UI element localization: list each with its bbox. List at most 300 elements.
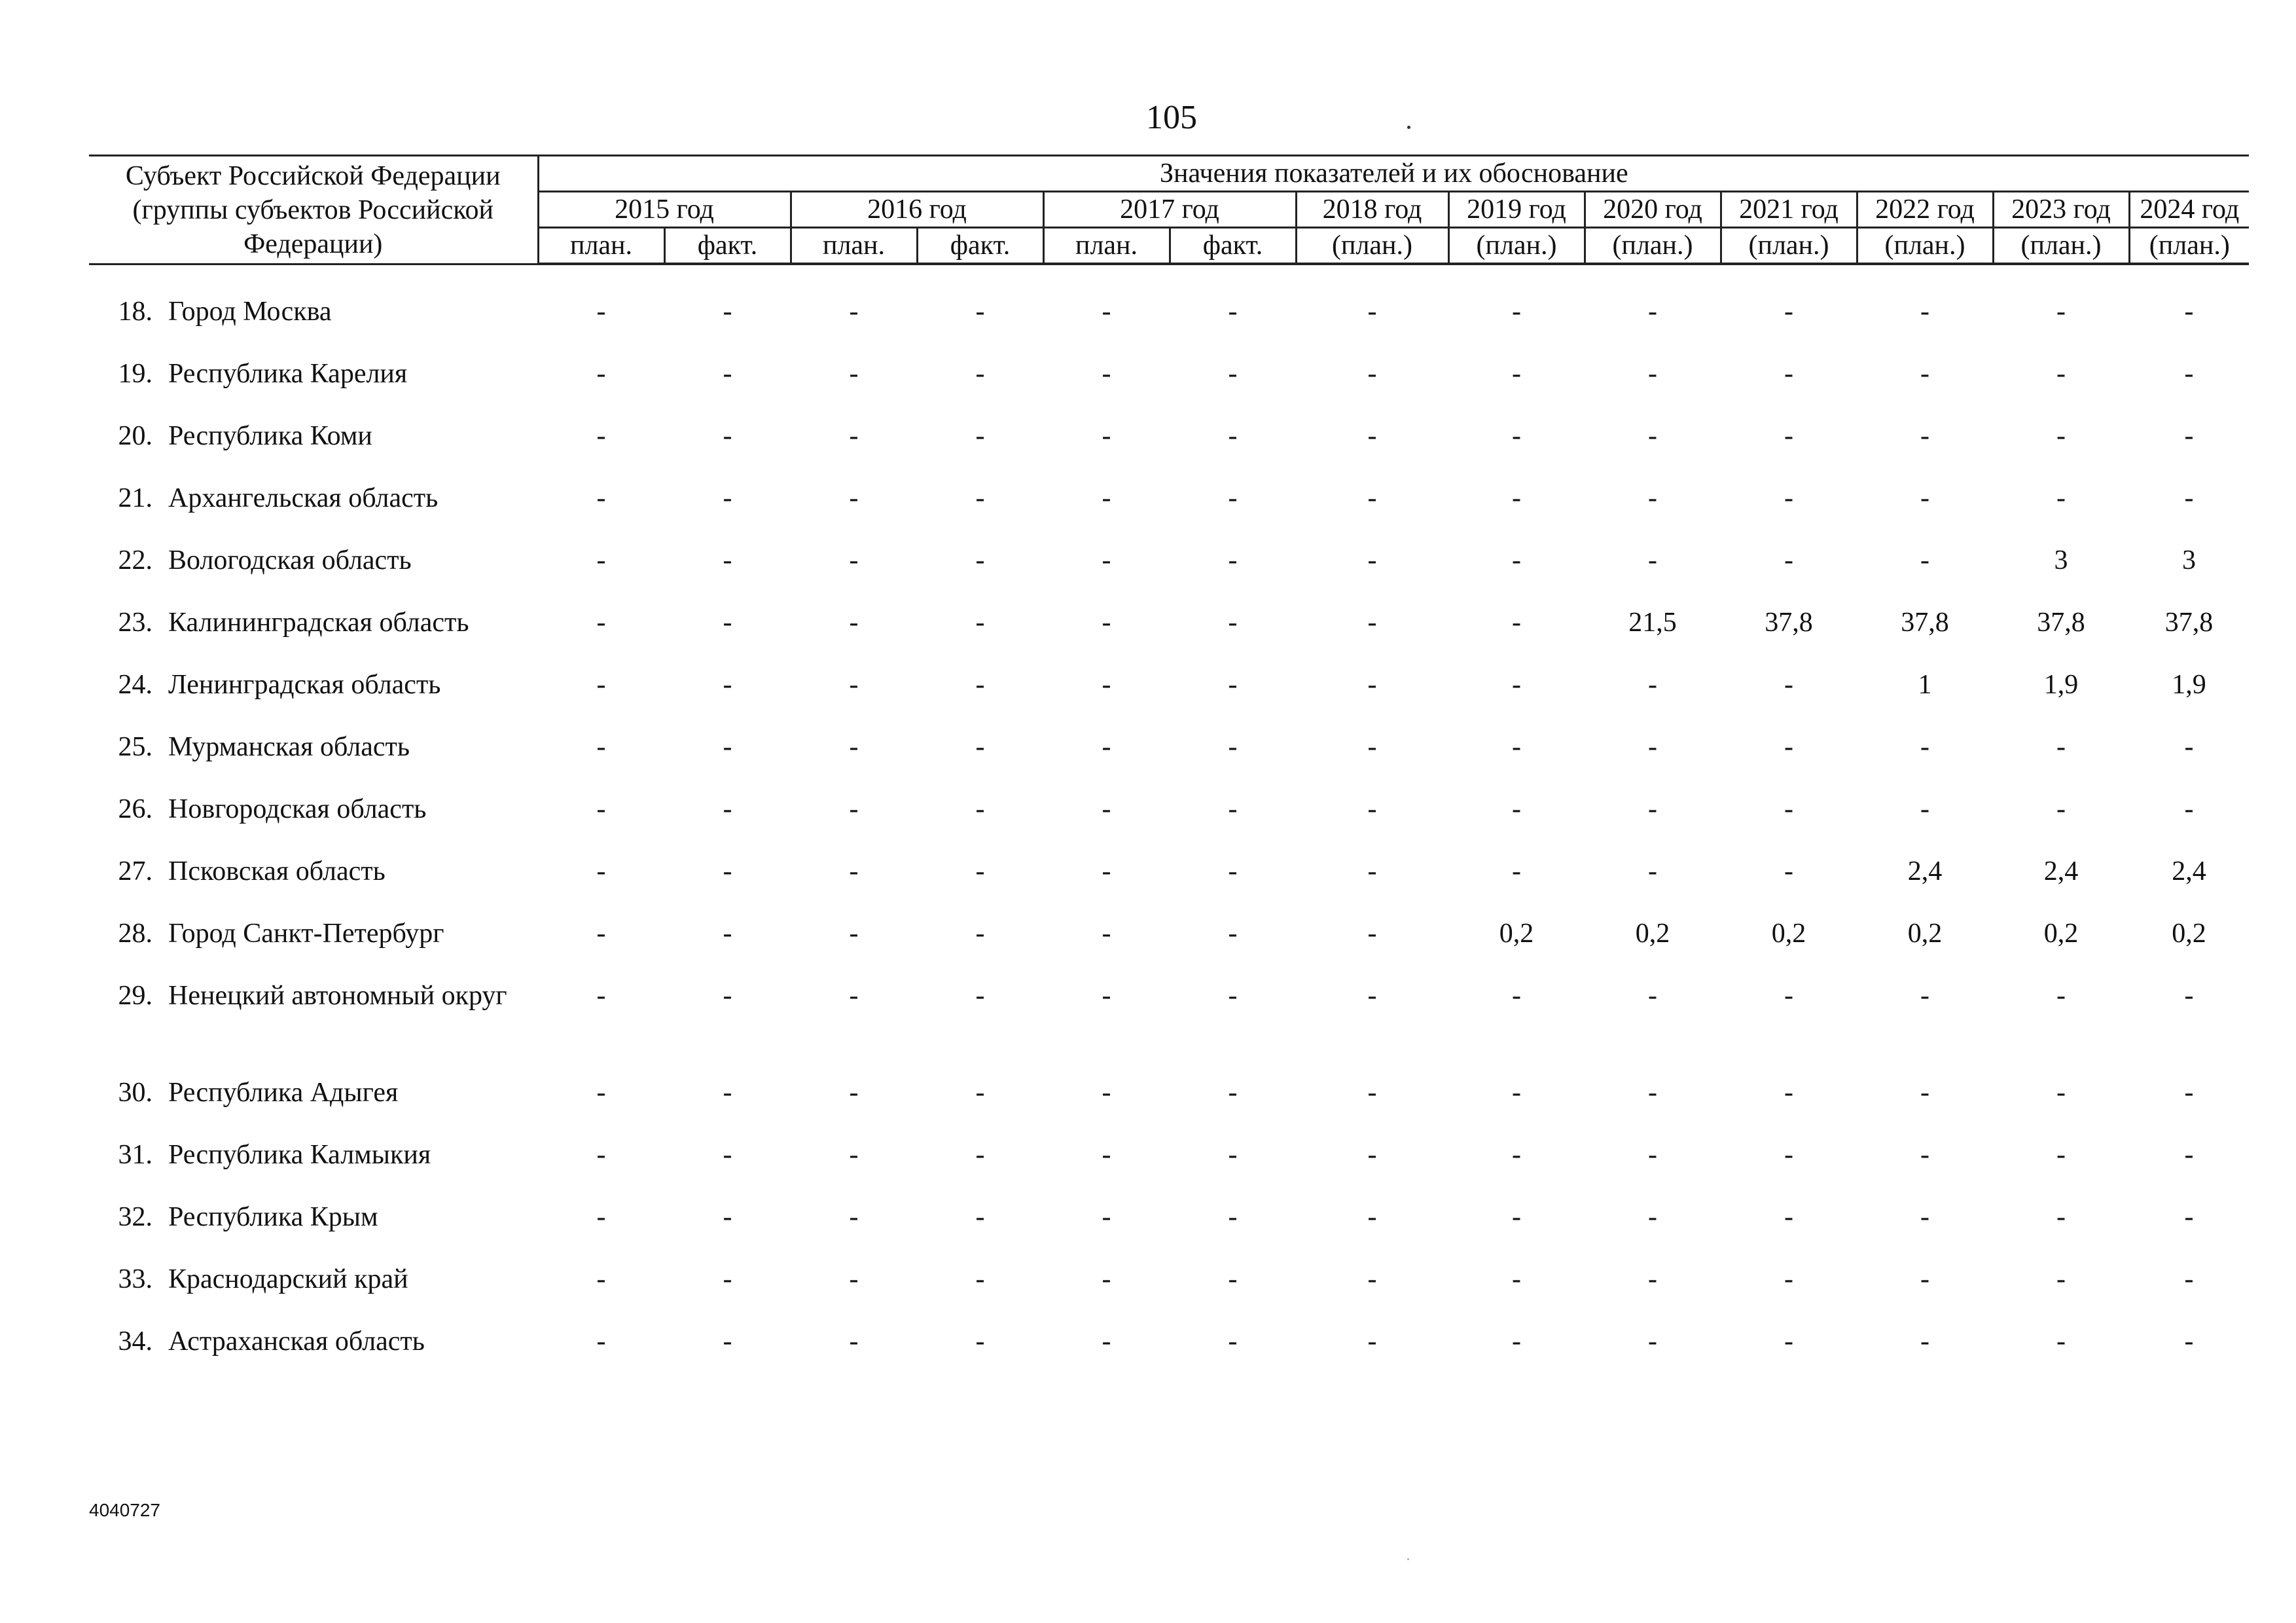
value-cell: -	[2184, 794, 2194, 824]
value-cell: 2,4	[1907, 856, 1943, 886]
value-cell: 0,2	[2043, 919, 2079, 949]
value-cell: -	[1367, 1326, 1377, 1357]
value-cell: -	[849, 1140, 859, 1170]
subject-cell	[89, 346, 538, 408]
row-number: 22.	[118, 545, 152, 575]
subject-name: Республика Калмыкия	[168, 1140, 431, 1170]
table-row	[89, 470, 2249, 532]
document-code: 4040727	[89, 1500, 161, 1520]
values-header: Значения показателей и их обоснование	[538, 156, 2249, 192]
plan-subheader: (план.)	[1448, 228, 1585, 264]
value-cell: -	[1920, 981, 1929, 1011]
value-cell: -	[1920, 1264, 1929, 1294]
year-header: 2015 год	[538, 192, 791, 228]
subject-name: Республика Карелия	[168, 359, 408, 389]
plan-subheader: (план.)	[1857, 228, 1993, 264]
subject-name: Мурманская область	[168, 732, 410, 762]
subject-name: Республика Адыгея	[168, 1078, 399, 1108]
value-cell: -	[1228, 359, 1238, 389]
subject-name: Город Москва	[168, 297, 332, 327]
value-cell: -	[1648, 1078, 1657, 1108]
value-cell: -	[849, 1326, 859, 1357]
value-cell: -	[1102, 919, 1111, 949]
value-cell: -	[723, 297, 732, 327]
subject-cell	[89, 843, 538, 905]
value-cell: 37,8	[2037, 608, 2085, 638]
row-number: 27.	[118, 856, 152, 886]
value-cell: -	[723, 1202, 732, 1232]
row-number: 20.	[118, 421, 152, 451]
value-cell: -	[1102, 732, 1111, 762]
value-cell: -	[1648, 421, 1657, 451]
value-cell: -	[975, 483, 985, 513]
value-cell: -	[2056, 1078, 2066, 1108]
value-cell: -	[1784, 483, 1793, 513]
value-cell: -	[723, 856, 732, 886]
value-cell: -	[975, 1140, 985, 1170]
value-cell: -	[2184, 359, 2194, 389]
subject-cell	[89, 1189, 538, 1251]
subject-cell	[89, 470, 538, 532]
value-cell: -	[1512, 608, 1521, 638]
value-cell: -	[1102, 1264, 1111, 1294]
value-cell: -	[1228, 545, 1238, 575]
value-cell: -	[1512, 670, 1521, 700]
table-row	[89, 905, 2249, 968]
value-cell: -	[1367, 297, 1377, 327]
year-header: 2020 год	[1585, 192, 1721, 228]
value-cell: -	[723, 421, 732, 451]
value-cell: -	[723, 1140, 732, 1170]
subject-column-header: Субъект Российской Федерации (группы субъектов Российской Федерации)	[89, 156, 538, 264]
value-cell: -	[723, 732, 732, 762]
row-number: 26.	[118, 794, 152, 824]
value-cell: -	[1512, 1202, 1521, 1232]
subject-name: Псковская область	[168, 856, 386, 886]
value-cell: -	[1102, 1078, 1111, 1108]
value-cell: -	[1784, 1140, 1793, 1170]
row-number: 24.	[118, 670, 152, 700]
value-cell: -	[2056, 1140, 2066, 1170]
value-cell: -	[1784, 981, 1793, 1011]
value-cell: -	[1228, 1202, 1238, 1232]
value-cell: -	[596, 1078, 606, 1108]
value-cell: -	[1367, 856, 1377, 886]
value-cell: -	[1920, 483, 1929, 513]
year-header: 2023 год	[1993, 192, 2129, 228]
value-cell: -	[2184, 1078, 2194, 1108]
subject-cell	[89, 532, 538, 594]
subject-name: Город Санкт-Петербург	[168, 919, 444, 949]
row-number: 21.	[118, 483, 152, 513]
subject-name: Калининградская область	[168, 608, 469, 638]
value-cell: -	[723, 483, 732, 513]
row-number: 23.	[118, 608, 152, 638]
value-cell: -	[1367, 421, 1377, 451]
table-row	[89, 1189, 2249, 1251]
value-cell: -	[2184, 1264, 2194, 1294]
subject-name: Архангельская область	[168, 483, 439, 513]
value-cell: -	[1784, 1264, 1793, 1294]
value-cell: -	[1784, 794, 1793, 824]
value-cell: -	[2184, 1326, 2194, 1357]
row-number: 28.	[118, 919, 152, 949]
table-row	[89, 532, 2249, 594]
value-cell: -	[2056, 1202, 2066, 1232]
value-cell: -	[723, 981, 732, 1011]
value-cell: -	[1102, 483, 1111, 513]
fact-subheader: факт.	[917, 228, 1043, 264]
value-cell: -	[1228, 670, 1238, 700]
value-cell: -	[1784, 1202, 1793, 1232]
subject-cell	[89, 968, 538, 1065]
value-cell: -	[1228, 919, 1238, 949]
value-cell: -	[849, 1078, 859, 1108]
value-cell: -	[596, 1140, 606, 1170]
value-cell: 1,9	[2043, 670, 2079, 700]
subject-cell	[89, 1251, 538, 1313]
value-cell: 0,2	[1635, 919, 1670, 949]
value-cell: -	[849, 919, 859, 949]
value-cell: 0,2	[1499, 919, 1534, 949]
table-row	[89, 1313, 2249, 1376]
value-cell: -	[1367, 483, 1377, 513]
value-cell: -	[849, 421, 859, 451]
value-cell: -	[596, 608, 606, 638]
value-cell: -	[1920, 1326, 1929, 1357]
value-cell: -	[596, 919, 606, 949]
value-cell: -	[1102, 670, 1111, 700]
subject-cell	[89, 1313, 538, 1376]
table-row	[89, 594, 2249, 657]
row-number: 19.	[118, 359, 152, 389]
value-cell: -	[1920, 1078, 1929, 1108]
value-cell: -	[2056, 297, 2066, 327]
year-header: 2019 год	[1448, 192, 1585, 228]
value-cell: -	[1367, 608, 1377, 638]
value-cell: -	[1102, 1140, 1111, 1170]
value-cell: -	[1920, 421, 1929, 451]
value-cell: -	[1102, 545, 1111, 575]
value-cell: -	[1648, 1264, 1657, 1294]
value-cell: -	[2056, 359, 2066, 389]
value-cell: -	[1512, 545, 1521, 575]
value-cell: -	[1367, 1202, 1377, 1232]
value-cell: -	[596, 359, 606, 389]
value-cell: -	[1512, 981, 1521, 1011]
value-cell: -	[1920, 297, 1929, 327]
value-cell: -	[1228, 856, 1238, 886]
value-cell: -	[723, 670, 732, 700]
value-cell: -	[1228, 608, 1238, 638]
table-row	[89, 408, 2249, 470]
value-cell: -	[1784, 732, 1793, 762]
value-cell: -	[1367, 981, 1377, 1011]
value-cell: -	[1784, 1326, 1793, 1357]
value-cell: -	[1228, 297, 1238, 327]
value-cell: -	[975, 359, 985, 389]
year-header: 2022 год	[1857, 192, 1993, 228]
scan-artifact-speck	[1407, 1558, 1409, 1560]
value-cell: -	[1102, 856, 1111, 886]
value-cell: -	[975, 1326, 985, 1357]
value-cell: -	[2184, 421, 2194, 451]
value-cell: -	[1102, 1326, 1111, 1357]
value-cell: -	[975, 608, 985, 638]
value-cell: -	[2184, 981, 2194, 1011]
value-cell: -	[2056, 794, 2066, 824]
year-header: 2017 год	[1043, 192, 1296, 228]
row-number: 18.	[118, 297, 152, 327]
value-cell: -	[1648, 1202, 1657, 1232]
value-cell: -	[1228, 483, 1238, 513]
value-cell: -	[1228, 794, 1238, 824]
header-spacer	[89, 264, 2249, 283]
value-cell: 3	[2182, 545, 2197, 575]
value-cell: -	[596, 670, 606, 700]
value-cell: -	[1512, 421, 1521, 451]
value-cell: -	[1367, 794, 1377, 824]
table-row	[89, 657, 2249, 719]
value-cell: -	[596, 981, 606, 1011]
row-number: 33.	[118, 1264, 152, 1294]
value-cell: -	[1102, 608, 1111, 638]
plan-subheader: план.	[538, 228, 664, 264]
row-number: 29.	[118, 981, 152, 1011]
value-cell: -	[1228, 732, 1238, 762]
value-cell: -	[1648, 483, 1657, 513]
value-cell: -	[596, 1264, 606, 1294]
subject-cell	[89, 657, 538, 719]
year-header: 2016 год	[791, 192, 1043, 228]
subject-name: Новгородская область	[168, 794, 427, 824]
year-header: 2021 год	[1721, 192, 1857, 228]
value-cell: -	[1512, 297, 1521, 327]
value-cell: -	[2184, 483, 2194, 513]
subject-cell	[89, 781, 538, 843]
value-cell: -	[723, 1264, 732, 1294]
value-cell: -	[596, 483, 606, 513]
value-cell: -	[596, 794, 606, 824]
value-cell: 2,4	[2172, 856, 2206, 886]
scan-artifact-dot	[1407, 126, 1410, 129]
value-cell: -	[1648, 545, 1657, 575]
value-cell: -	[975, 981, 985, 1011]
subject-cell	[89, 1127, 538, 1189]
value-cell: -	[1367, 1264, 1377, 1294]
value-cell: -	[1102, 359, 1111, 389]
value-cell: -	[723, 1326, 732, 1357]
indicator-table	[89, 155, 2249, 1376]
value-cell: -	[1512, 1078, 1521, 1108]
value-cell: -	[1920, 545, 1929, 575]
value-cell: -	[1920, 1140, 1929, 1170]
value-cell: -	[723, 545, 732, 575]
row-number: 30.	[118, 1078, 152, 1108]
value-cell: -	[849, 483, 859, 513]
value-cell: -	[975, 297, 985, 327]
subject-name: Республика Коми	[168, 421, 372, 451]
value-cell: -	[1512, 483, 1521, 513]
subject-cell	[89, 719, 538, 781]
value-cell: -	[723, 1078, 732, 1108]
value-cell: -	[2184, 297, 2194, 327]
value-cell: -	[1920, 794, 1929, 824]
value-cell: -	[596, 297, 606, 327]
value-cell: -	[596, 1326, 606, 1357]
value-cell: -	[1367, 919, 1377, 949]
plan-subheader: (план.)	[1296, 228, 1448, 264]
value-cell: -	[723, 794, 732, 824]
page-number: 105	[1146, 99, 1197, 136]
value-cell: -	[849, 732, 859, 762]
value-cell: -	[1784, 856, 1793, 886]
plan-subheader: (план.)	[1721, 228, 1857, 264]
value-cell: -	[1102, 981, 1111, 1011]
subject-name: Вологодская область	[168, 545, 412, 575]
value-cell: 1	[1918, 670, 1932, 700]
value-cell: -	[1512, 794, 1521, 824]
value-cell: -	[1512, 1326, 1521, 1357]
value-cell: -	[975, 421, 985, 451]
plan-subheader: план.	[1043, 228, 1170, 264]
subject-cell	[89, 1065, 538, 1127]
table-row	[89, 346, 2249, 408]
value-cell: -	[1512, 1264, 1521, 1294]
value-cell: 1,9	[2172, 670, 2206, 700]
value-cell: -	[723, 608, 732, 638]
plan-subheader: (план.)	[2129, 228, 2249, 264]
value-cell: -	[2056, 483, 2066, 513]
value-cell: -	[1784, 359, 1793, 389]
value-cell: -	[849, 1264, 859, 1294]
value-cell: -	[2056, 421, 2066, 451]
value-cell: -	[2184, 1140, 2194, 1170]
fact-subheader: факт.	[664, 228, 791, 264]
value-cell: -	[1648, 794, 1657, 824]
value-cell: -	[975, 919, 985, 949]
value-cell: -	[1512, 1140, 1521, 1170]
plan-subheader: (план.)	[1585, 228, 1721, 264]
value-cell: -	[1648, 359, 1657, 389]
value-cell: -	[1648, 1140, 1657, 1170]
value-cell: -	[1102, 297, 1111, 327]
value-cell: -	[1920, 1202, 1929, 1232]
value-cell: -	[596, 732, 606, 762]
subject-name: Ненецкий автономный округ	[168, 981, 507, 1011]
value-cell: -	[723, 359, 732, 389]
value-cell: -	[849, 297, 859, 327]
subject-cell	[89, 905, 538, 968]
value-cell: -	[1920, 359, 1929, 389]
table-row	[89, 968, 2249, 1065]
value-cell: -	[849, 981, 859, 1011]
value-cell: -	[1367, 732, 1377, 762]
value-cell: -	[723, 919, 732, 949]
value-cell: -	[2056, 1326, 2066, 1357]
year-header: 2018 год	[1296, 192, 1448, 228]
value-cell: -	[1784, 545, 1793, 575]
value-cell: -	[1920, 732, 1929, 762]
value-cell: -	[849, 359, 859, 389]
value-cell: -	[1512, 359, 1521, 389]
table-row	[89, 1065, 2249, 1127]
value-cell: -	[1228, 1140, 1238, 1170]
value-cell: -	[1784, 1078, 1793, 1108]
row-number: 32.	[118, 1202, 152, 1232]
subject-cell	[89, 283, 538, 346]
value-cell: -	[975, 794, 985, 824]
value-cell: 37,8	[1765, 608, 1813, 638]
value-cell: -	[1648, 1326, 1657, 1357]
value-cell: -	[849, 608, 859, 638]
table-body	[89, 264, 2249, 1376]
value-cell: -	[975, 670, 985, 700]
value-cell: -	[975, 545, 985, 575]
table-row	[89, 283, 2249, 346]
value-cell: -	[1228, 1078, 1238, 1108]
value-cell: 0,2	[1771, 919, 1806, 949]
year-header: 2024 год	[2129, 192, 2249, 228]
value-cell: 0,2	[2172, 919, 2206, 949]
value-cell: -	[1648, 732, 1657, 762]
value-cell: -	[975, 732, 985, 762]
table-row	[89, 1251, 2249, 1313]
table-row	[89, 719, 2249, 781]
value-cell: -	[1512, 856, 1521, 886]
value-cell: -	[1784, 297, 1793, 327]
table-row	[89, 781, 2249, 843]
value-cell: -	[1228, 421, 1238, 451]
value-cell: -	[1648, 297, 1657, 327]
value-cell: -	[2056, 981, 2066, 1011]
value-cell: -	[849, 856, 859, 886]
value-cell: -	[2184, 1202, 2194, 1232]
subject-cell	[89, 408, 538, 470]
value-cell: 37,8	[1901, 608, 1949, 638]
value-cell: 0,2	[1907, 919, 1943, 949]
subject-cell	[89, 594, 538, 657]
value-cell: -	[1367, 359, 1377, 389]
subject-name: Ленинградская область	[168, 670, 441, 700]
subject-name: Республика Крым	[168, 1202, 378, 1232]
value-cell: -	[1648, 856, 1657, 886]
value-cell: -	[1102, 794, 1111, 824]
row-number: 34.	[118, 1326, 152, 1357]
value-cell: 2,4	[2043, 856, 2079, 886]
value-cell: -	[975, 1264, 985, 1294]
value-cell: -	[1512, 732, 1521, 762]
value-cell: -	[1367, 1078, 1377, 1108]
value-cell: -	[596, 545, 606, 575]
row-number: 31.	[118, 1140, 152, 1170]
value-cell: -	[849, 670, 859, 700]
subject-name: Астраханская область	[168, 1326, 425, 1357]
value-cell: -	[849, 794, 859, 824]
plan-subheader: план.	[791, 228, 917, 264]
table-header	[89, 156, 2249, 264]
value-cell: -	[1648, 670, 1657, 700]
value-cell: -	[1228, 1264, 1238, 1294]
value-cell: -	[849, 545, 859, 575]
value-cell: 3	[2054, 545, 2068, 575]
value-cell: -	[1102, 421, 1111, 451]
table-row	[89, 1127, 2249, 1189]
value-cell: -	[2184, 732, 2194, 762]
value-cell: -	[849, 1202, 859, 1232]
value-cell: -	[1102, 1202, 1111, 1232]
value-cell: -	[1784, 421, 1793, 451]
